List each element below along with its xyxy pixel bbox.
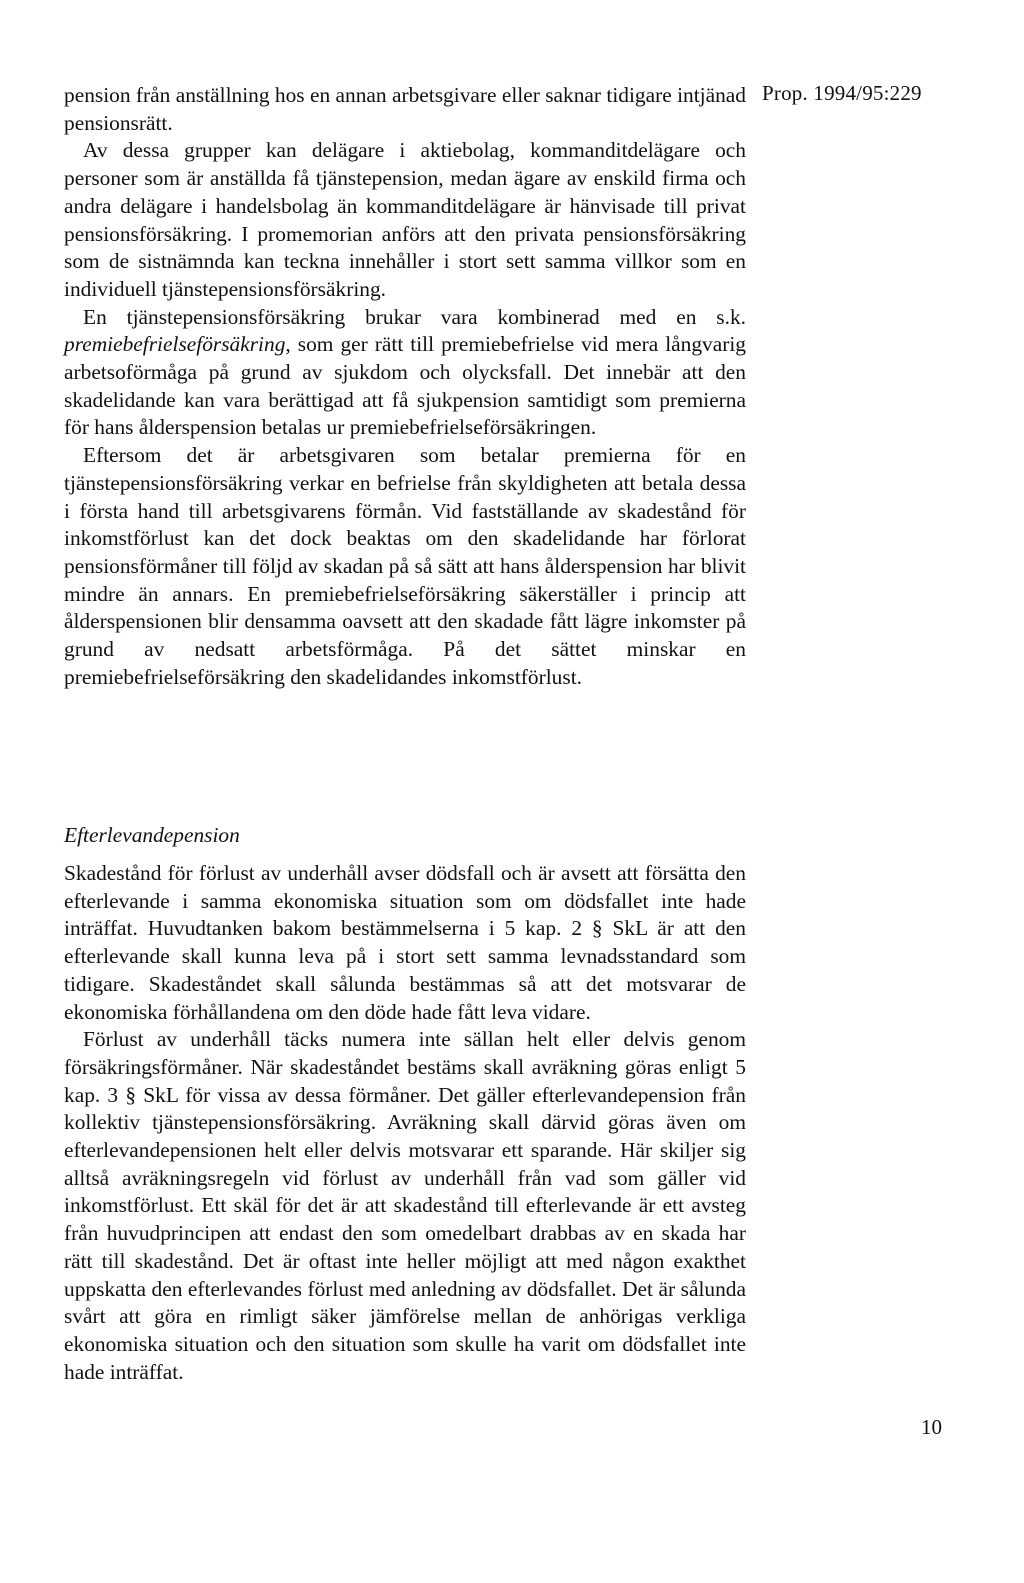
section-paragraph-forlust: Förlust av underhåll täcks numera inte sällan helt eller delvis genom försäkringsförmåner. När skadeståndet bestäms skall avräkning göras enligt 5 kap. 3 § SkL för vissa av dessa förmåner. Det gäller efterlevandepension från kollektiv tjänstepensionsförsäkring. Avräkning skall därvid göras även om efterlevandepensionen helt eller delvis motsvarar ett sparande. Här skiljer sig alltså avräkningsregeln vid förlust av underhåll från vad som gäller vid inkomstförlust. Ett skäl för det är att skadestånd till efterlevande är ett avsteg från huvudprincipen att endast den som omedelbart drabbas av en skada har rätt till skadestånd. Det är oftast inte heller möjligt att med någon exakthet uppskatta den efterlevandes förlust med anledning av dödsfallet. Det är sålunda svårt att göra en rimligt säker jämförelse mellan de anhörigas verkliga ekonomiska situation och den situation som skulle ha varit om dödsfallet inte hade inträffat.: [64, 1027, 746, 1384]
paragraph-premiebefrielse-rest: , som ger rätt till premiebefrielse vid mera långvarig arbetsoförmåga på grund av sjukdom och olycksfall. Det innebär att den skadelidande kan vara berättigad att få sjukpension samtidigt som premierna för hans ålderspension betalas ur premiebefrielseförsäkringen.: [64, 332, 746, 440]
page-number: 10: [921, 1415, 942, 1439]
term-premiebefrielseforsakring: premiebefrielseförsäkring: [64, 332, 286, 357]
paragraph-continuation: pension från anställning hos en annan arbetsgivare eller saknar tidigare intjänad pensionsrätt.: [64, 83, 746, 135]
paragraph-arbetsgivare: Eftersom det är arbetsgivaren som betalar premierna för en tjänstepensionsförsäkring verkar en befrielse från skyldigheten att betala dessa i första hand till arbetsgivarens förmån. Vid fastställande av skadestånd för inkomstförlust kan det dock beaktas om den skadelidande har förlorat pensionsförmåner till följd av skadan på så sätt att hans ålderspension har blivit mindre än annars. En premiebefrielseförsäkring säkerställer i princip att ålderspensionen blir densamma oavsett att den skadade fått lägre inkomster på grund av nedsatt arbetsförmåga. På det sättet minskar en premiebefrielseförsäkring den skadelidandes inkomstförlust.: [64, 443, 746, 689]
section-text-column: [64, 860, 746, 1386]
paragraph-tjanstepension: Av dessa grupper kan delägare i aktiebolag, kommanditdelägare och personer som är anställda få tjänstepension, medan ägare av enskild firma och andra delägare i handelsbolag än kommanditdelägare är hänvisade till privat pensionsförsäkring. I promemorian anförs att den privata pensionsförsäkring som de sistnämnda kan teckna innehåller i stort sett samma villkor som en individuell tjänstepensionsförsäkring.: [64, 138, 746, 301]
section-paragraph-skadestand: Skadestånd för förlust av underhåll avser dödsfall och är avsett att försätta den efterlevande i samma ekonomiska situation som om dödsfallet inte hade inträffat. Huvudtanken bakom bestämmelserna i 5 kap. 2 § SkL är att den efterlevande skall kunna leva på i stort sett samma levnadsstandard som tidigare. Skadeståndet skall sålunda bestämmas så att det motsvarar de ekonomiska förhållandena om den döde hade fått leva vidare.: [64, 861, 746, 1024]
main-text-column: [64, 82, 746, 691]
paragraph-premiebefrielse-intro: En tjänstepensionsförsäkring brukar vara kombinerad med en s.k.: [83, 304, 746, 329]
section-heading: Efterlevandepension: [64, 823, 240, 847]
paragraph-premiebefrielse: [64, 304, 746, 443]
proposition-reference: Prop. 1994/95:229: [762, 81, 922, 105]
